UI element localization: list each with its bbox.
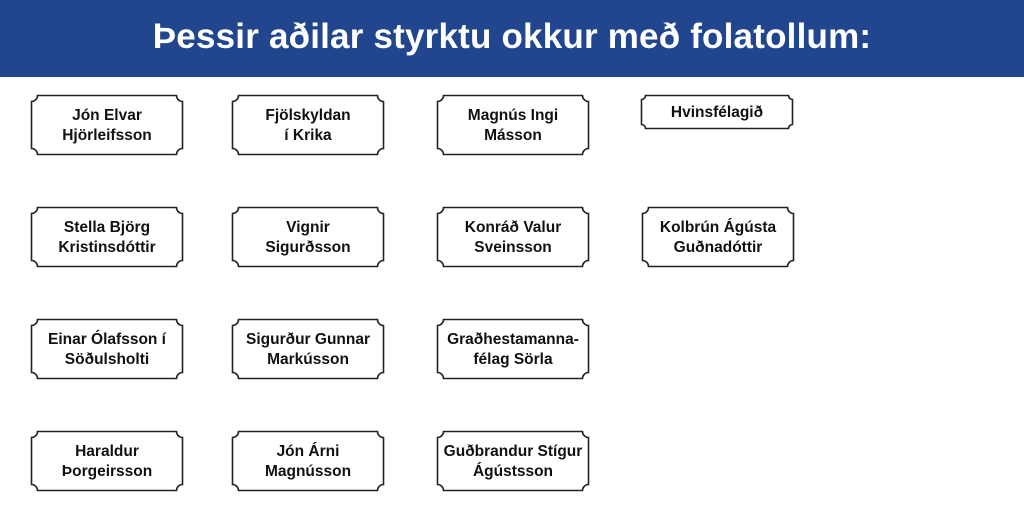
- sponsor-plaque: [231, 206, 385, 268]
- sponsor-name: Jón Árni Magnússon: [264, 442, 352, 480]
- sponsor-plaque: [231, 94, 385, 156]
- sponsor-name: Vignir Sigurðsson: [265, 218, 351, 256]
- sponsor-plaque: [30, 318, 184, 380]
- sponsor-plaque: [231, 430, 385, 492]
- sponsor-name: Haraldur Þorgeirsson: [61, 442, 153, 480]
- sponsor-plaque: [30, 430, 184, 492]
- sponsor-name: Einar Ólafsson í Söðulsholti: [47, 330, 166, 368]
- sponsor-name: Graðhestamanna- félag Sörla: [447, 330, 579, 368]
- sponsor-name: Stella Björg Kristinsdóttir: [58, 218, 156, 256]
- sponsor-plaque: [231, 318, 385, 380]
- sponsor-plaque: [436, 430, 590, 492]
- sponsor-plaque: [436, 206, 590, 268]
- sponsor-plaque: [436, 318, 590, 380]
- sponsor-name: Kolbrún Ágústa Guðnadóttir: [659, 218, 777, 256]
- sponsor-plaque: [30, 94, 184, 156]
- sponsor-name: Hvinsfélagið: [670, 103, 764, 121]
- sponsor-name: Konráð Valur Sveinsson: [464, 218, 562, 256]
- sponsor-name: Fjölskyldan í Krika: [265, 106, 351, 144]
- page-title: Þessir aðilar styrktu okkur með folatollum:: [152, 17, 872, 56]
- sponsor-plaque: [436, 94, 590, 156]
- sponsor-plaque: [641, 206, 795, 268]
- sponsor-name: Jón Elvar Hjörleifsson: [62, 106, 152, 144]
- sponsor-plaque: [30, 206, 184, 268]
- sponsor-plaque: [640, 94, 794, 130]
- sponsor-name: Magnús Ingi Másson: [467, 106, 559, 144]
- sponsor-name: Sigurður Gunnar Markússon: [246, 330, 370, 368]
- sponsor-name: Guðbrandur Stígur Ágústsson: [443, 442, 583, 480]
